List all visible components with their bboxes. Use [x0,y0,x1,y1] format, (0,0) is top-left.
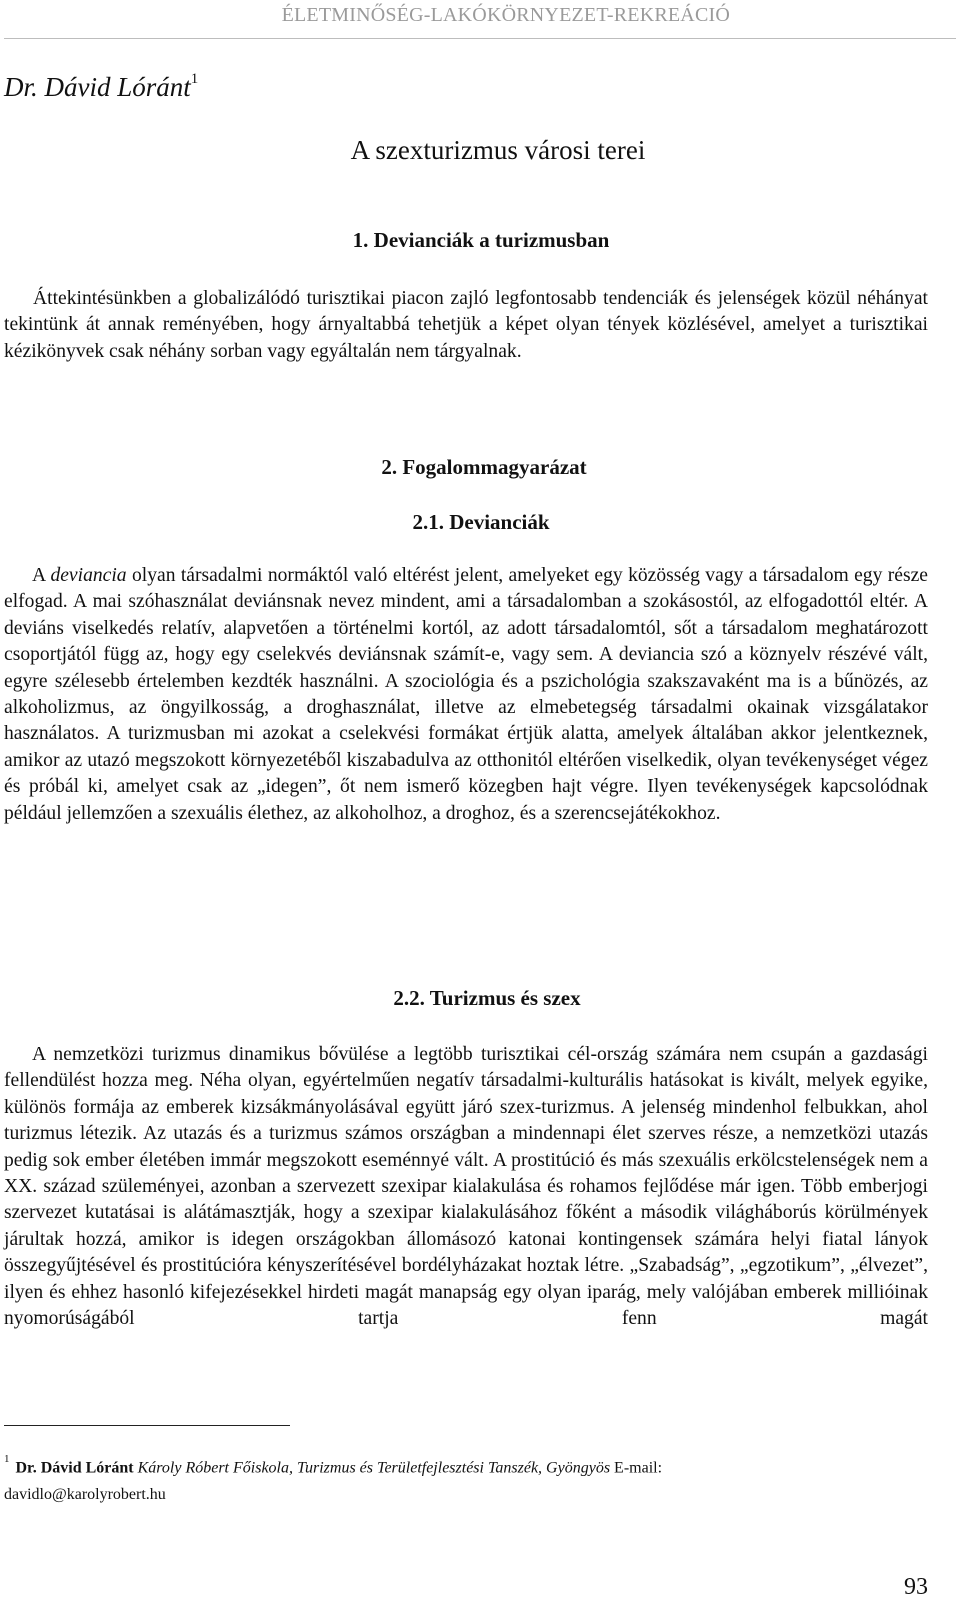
footnote-mark: 1 [4,1453,10,1465]
document-page [4,0,956,1617]
section-heading-2-1: 2.1. Devianciák [412,510,550,534]
author-line [4,72,198,103]
author-name: Dr. Dávid Lóránt [4,72,191,102]
footnote-rule [4,1425,290,1426]
footnote-institution: Károly Róbert Főiskola, Turizmus és Területfejlesztési Tanszék, Gyöngyös [137,1459,611,1477]
page-number: 93 [904,1574,928,1600]
footnote [4,1450,928,1508]
footnote-email-link[interactable]: davidlo@karolyrobert.hu [4,1486,166,1504]
footnote-email-label: E-mail: [614,1459,663,1477]
section-heading-1: 1. Devianciák a turizmusban [352,228,610,252]
header-rule [4,38,956,39]
paragraph-text-start: A [32,565,51,586]
section-heading-2: 2. Fogalommagyarázat [381,455,587,479]
section-1-paragraph: Áttekintésünkben a globalizálódó turisztikai piacon zajló legfontosabb tendenciák és jelenségek közül néhányat tekintünk át annak reményében, hogy árnyaltabbá tehetjük a képet olyan tények közlésével, amelyet a turisztikai kézikönyvek csak néhány sorban vagy egyáltalán nem tárgyalnak. [4,288,928,362]
paragraph-text-rest: olyan társadalmi normáktól való eltérést jelent, amelyeket egy közösség vagy a társadalom egy része elfogad. A mai szóhasználat deviánsnak nevez mindent, ami a társadalomban a szokásostól, az elfogadottól eltér. A deviáns viselkedés relatív, alapvetően a történelmi kortól, az adott társadalomtól, sőt a társadalom meghatározott csoportjától függ az, hogy egy cselekvés deviánsnak számít-e, vagy sem. A deviancia szó a köznyelv részévé vált, egyre szélesebb értelemben kezdték használni. A szociológia és a pszichológia szakszavaként ma is a bűnözés, az alkoholizmus, az öngyilkosság, a droghasználat, illetve az elmebetegség társadalmi okainak vizsgálatakor használatos. A turizmusban mi azokat a cselekvési formákat értjük alatta, amelyek általában akkor jelentkeznek, amikor az utazó megszokott környezetéből kiszabadulva az otthonitól eltérően viselkedik, olyan tevékenységet végez és próbál ki, amelyet csak az „idegen”, őt nem ismerő közegben hajt végre. Ilyen tevékenységek kapcsolódnak például jellemzően a szexuális élethez, az alkoholhoz, a droghoz, és a szerencsejátékokhoz. [4,565,928,824]
section-heading-2-2: 2.2. Turizmus és szex [393,986,581,1010]
author-footnote-mark[interactable]: 1 [190,71,199,87]
section-2-1-paragraph [4,563,928,827]
deviancia-term: deviancia [50,565,127,586]
running-header: ÉLETMINŐSÉG-LAKÓKÖRNYEZET-REKREÁCIÓ [281,4,730,26]
footnote-author: Dr. Dávid Lóránt [15,1459,134,1477]
article-title: A szexturizmus városi terei [350,135,646,165]
section-2-2-paragraph: A nemzetközi turizmus dinamikus bővülése a legtöbb turisztikai cél-ország számára nem csupán a gazdasági fellendülést hozza meg. Néha olyan, egyértelműen negatív társadalmi-kulturális hatásokat is kivált, melyek egyike, különös formája az emberek kizsákmányolásával együtt járó szex-turizmus. A jelenség mindenhol felbukkan, ahol turizmus létezik. Az utazás és a turizmus számos országban a mindennapi élet szerves része, a nemzetközi utazás pedig sok ember életében immár megszokott eseménnyé vált. A prostitúció és más szexuális erkölcstelenségek nem a XX. század szüleményei, azonban a szervezett szexipar kialakulása és rohamos fejlődése már igen. Több emberjogi szervezet kutatásai is alátámasztják, hogy a szexipar kialakulásához főként a második világháborús körülmények járultak hozzá, amikor is idegen országokban állomásozó katonai kontingensek számára helyi fiatal lányok összegyűjtésével és prostitúcióra kényszerítésével bordélyházakat hoztak létre. „Szabadság”, „egzotikum”, „élvezet”, ilyen és ehhez hasonló kifejezésekkel hirdeti magát manapság egy olyan iparág, mely valójában emberek millióinak nyomorúságából tartja fenn magát [4,1044,928,1330]
